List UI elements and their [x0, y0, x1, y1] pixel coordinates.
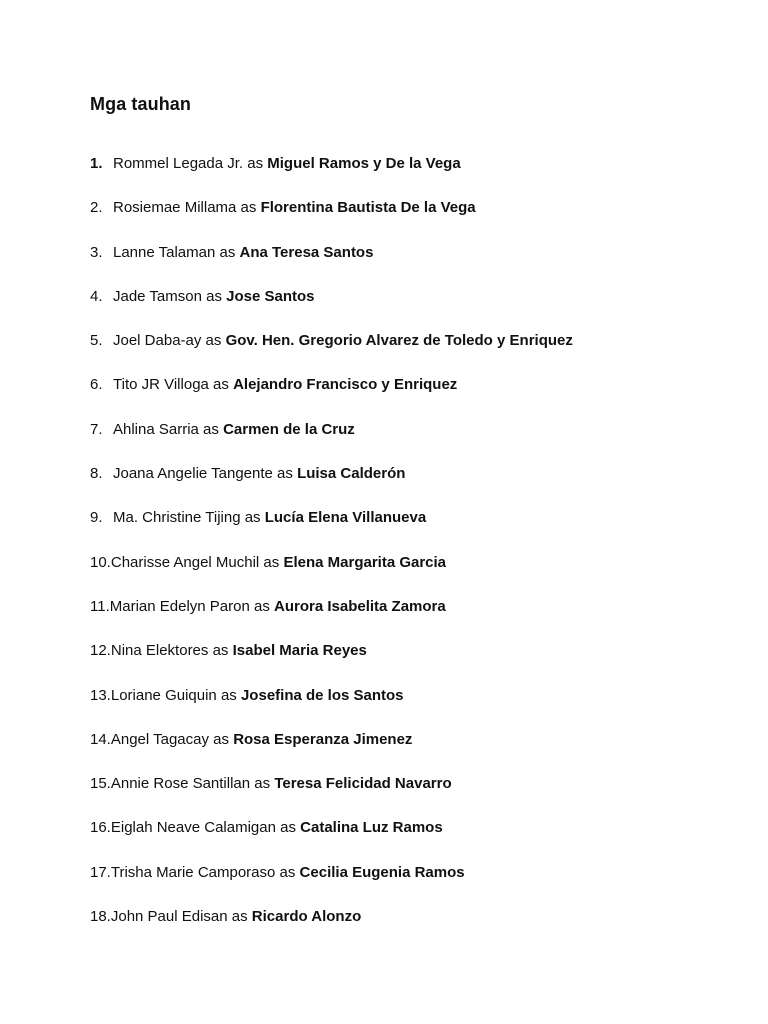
actor-name: Jade Tamson — [113, 287, 202, 305]
list-item-text — [111, 906, 361, 928]
role-name: Catalina Luz Ramos — [300, 819, 443, 837]
actor-name: John Paul Edisan — [110, 908, 228, 926]
list-item — [90, 419, 573, 463]
list-item-number: 2. — [90, 199, 103, 217]
as-connector: as — [198, 420, 224, 438]
role-name: Cecilia Eugenia Ramos — [299, 863, 465, 881]
as-connector: as — [215, 243, 240, 261]
as-connector: as — [249, 597, 275, 615]
as-connector: as — [201, 287, 227, 305]
actor-name: Angel Tagacay — [110, 730, 209, 748]
actor-name: Joana Angelie Tangente — [113, 465, 273, 483]
as-connector: as — [236, 199, 261, 217]
role-name: Luisa Calderón — [297, 465, 406, 483]
role-name: Lucía Elena Villanueva — [264, 509, 427, 527]
as-connector: as — [227, 908, 252, 926]
as-connector: as — [208, 376, 234, 394]
actor-name: Ahlina Sarria — [113, 420, 199, 438]
list-item-text — [111, 773, 452, 795]
actor-name: Nina Elektores — [110, 642, 209, 660]
actor-name: Lanne Talaman — [113, 243, 216, 261]
list-item-number: 12. — [90, 642, 111, 660]
list-item — [90, 330, 573, 374]
actor-name: Eiglah Neave Calamigan — [110, 819, 276, 837]
list-item — [90, 153, 573, 197]
list-item-number: 16. — [90, 819, 111, 837]
as-connector: as — [250, 775, 275, 793]
list-item-text — [111, 862, 465, 884]
role-name: Gov. Hen. Gregorio Alvarez de Toledo y Enriquez — [225, 332, 573, 350]
as-connector: as — [272, 465, 298, 483]
role-name: Miguel Ramos y De la Vega — [267, 155, 461, 172]
role-name: Teresa Felicidad Navarro — [274, 775, 452, 793]
role-name: Jose Santos — [226, 287, 315, 305]
actor-name: Marian Edelyn Paron — [109, 597, 250, 615]
list-item — [90, 463, 573, 507]
actor-name: Joel Daba-ay — [113, 332, 202, 350]
role-name: Josefina de los Santos — [240, 686, 404, 704]
list-item-number: 5. — [90, 332, 103, 350]
list-item-text — [113, 242, 373, 264]
role-name: Alejandro Francisco y Enriquez — [233, 376, 458, 394]
list-item-number: 4. — [90, 287, 103, 305]
list-item — [90, 685, 573, 729]
as-connector: as — [243, 155, 268, 172]
actor-name: Trisha Marie Camporaso — [110, 863, 276, 881]
role-name: Isabel Maria Reyes — [232, 642, 367, 660]
page-title: Mga tauhan — [90, 94, 192, 114]
list-item-text — [113, 153, 461, 175]
list-item — [90, 640, 573, 684]
actor-name: Rosiemae Millama — [113, 199, 237, 217]
list-item-text — [113, 330, 573, 352]
list-item — [90, 862, 573, 906]
list-item — [90, 596, 573, 640]
list-item-text — [111, 729, 413, 751]
list-item-text — [113, 463, 405, 485]
list-item — [90, 242, 573, 286]
list-item-text — [111, 685, 404, 707]
actor-name: Annie Rose Santillan — [110, 775, 251, 793]
as-connector: as — [209, 730, 234, 748]
list-item-text — [113, 419, 355, 441]
list-item-number: 17. — [90, 863, 111, 881]
list-item-text — [113, 507, 426, 529]
role-name: Elena Margarita Garcia — [283, 553, 447, 571]
list-item — [90, 197, 573, 241]
list-item-text — [113, 286, 315, 308]
role-name: Ana Teresa Santos — [239, 243, 374, 261]
list-item — [90, 817, 573, 861]
as-connector: as — [240, 509, 265, 527]
list-item-text — [111, 817, 443, 839]
as-connector: as — [275, 863, 300, 881]
list-item-text — [111, 640, 367, 662]
actor-name: Charisse Angel Muchil — [110, 553, 260, 571]
actor-name: Tito JR Villoga — [113, 376, 209, 394]
list-item-number: 13. — [90, 686, 111, 704]
list-item-number: 14. — [90, 730, 111, 748]
list-item — [90, 374, 573, 418]
list-item-number: 6. — [90, 376, 103, 394]
list-item-number: 18. — [90, 908, 111, 926]
actor-name: Ma. Christine Tijing — [113, 509, 241, 527]
role-name: Rosa Esperanza Jimenez — [233, 730, 413, 748]
as-connector: as — [259, 553, 284, 571]
as-connector: as — [216, 686, 241, 704]
actor-name: Loriane Guiquin — [110, 686, 217, 704]
as-connector: as — [208, 642, 233, 660]
list-item-number: 3. — [90, 243, 103, 261]
list-item — [90, 507, 573, 551]
list-item — [90, 773, 573, 817]
list-item-number: 10. — [90, 553, 111, 571]
cast-list — [90, 153, 573, 950]
list-item-number: 7. — [90, 420, 103, 438]
list-item-number: 9. — [90, 509, 103, 527]
role-name: Carmen de la Cruz — [223, 420, 355, 438]
list-item — [90, 286, 573, 330]
list-item-number: 1. — [90, 155, 103, 172]
list-item-number: 8. — [90, 465, 103, 483]
list-item-text — [111, 552, 446, 574]
list-item-number: 11. — [90, 597, 110, 615]
as-connector: as — [201, 332, 226, 350]
list-item-number: 15. — [90, 775, 111, 793]
role-name: Ricardo Alonzo — [251, 908, 362, 926]
list-item-text — [113, 374, 457, 396]
list-item — [90, 729, 573, 773]
role-name: Florentina Bautista De la Vega — [260, 199, 476, 217]
role-name: Aurora Isabelita Zamora — [274, 597, 446, 615]
list-item — [90, 906, 573, 950]
actor-name: Rommel Legada Jr. — [113, 155, 244, 172]
list-item-text — [113, 197, 476, 219]
list-item-text — [110, 596, 446, 618]
list-item — [90, 552, 573, 596]
as-connector: as — [275, 819, 301, 837]
